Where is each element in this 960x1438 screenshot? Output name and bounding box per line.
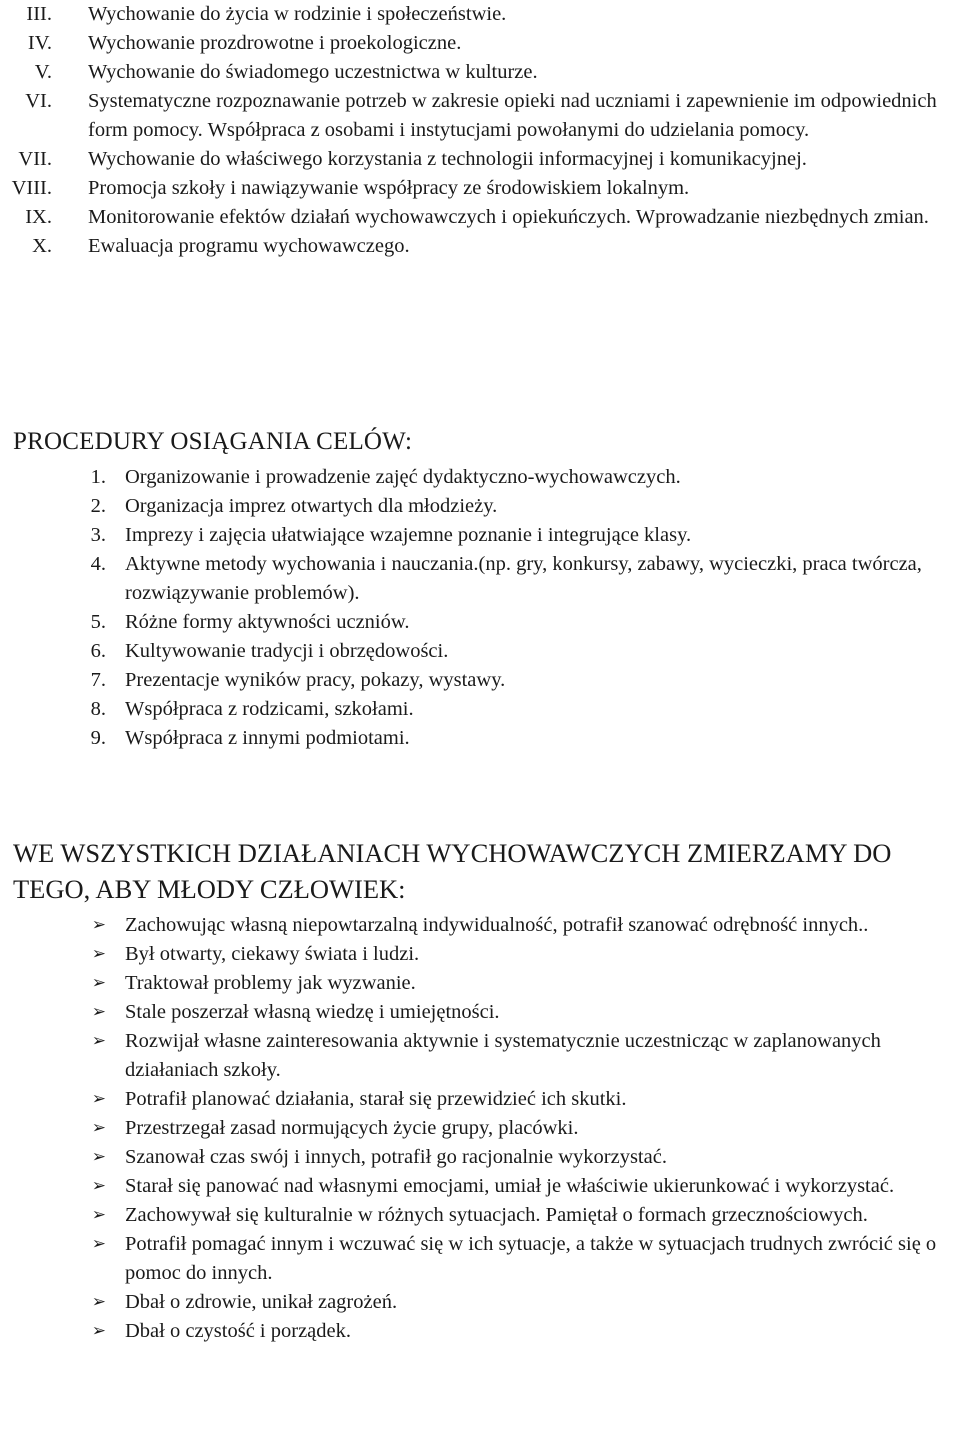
arrowhead-bullet-icon: ➢: [91, 1205, 106, 1225]
list-item: [0, 1143, 960, 1172]
list-item-text: Szanował czas swój i innych, potrafił go racjonalnie wykorzystać.: [125, 1146, 667, 1168]
list-item-text: Współpraca z innymi podmiotami.: [125, 727, 410, 749]
list-item-text: Ewaluacja programu wychowawczego.: [88, 235, 410, 257]
arrowhead-bullet-icon: ➢: [91, 1031, 106, 1051]
list-item-number: 4.: [90, 553, 106, 575]
list-item: [0, 1201, 960, 1230]
list-item: [0, 203, 960, 232]
list-item-text: Potrafił planować działania, starał się przewidzieć ich skutki.: [125, 1088, 627, 1110]
list-item: [0, 1085, 960, 1114]
list-item: [0, 1230, 960, 1288]
list-item-number: X.: [32, 235, 52, 257]
list-item: [0, 521, 960, 550]
list-item: [0, 463, 960, 492]
list-item-text: Potrafił pomagać innym i wczuwać się w ich sytuacje, a także w sytuacjach trudnych zwrócić się o pomoc do innych.: [125, 1233, 937, 1284]
list-item-number: IV.: [27, 32, 52, 54]
roman-numeral-list: [0, 0, 960, 261]
arrowhead-bullet-icon: ➢: [91, 944, 106, 964]
list-item: [0, 87, 960, 145]
list-item-text: Wychowanie do świadomego uczestnictwa w kulturze.: [88, 61, 538, 83]
list-item-text: Różne formy aktywności uczniów.: [125, 611, 410, 633]
list-item: [0, 695, 960, 724]
list-item: [0, 29, 960, 58]
procedures-heading: PROCEDURY OSIĄGANIA CELÓW:: [13, 428, 413, 455]
list-item: [0, 0, 960, 29]
arrowhead-bullet-icon: ➢: [91, 1089, 106, 1109]
list-item-text: Starał się panować nad własnymi emocjami, umiał je właściwie ukierunkować i wykorzystać.: [125, 1175, 895, 1197]
list-item-number: 1.: [90, 466, 106, 488]
arrowhead-bullet-icon: ➢: [91, 1292, 106, 1312]
list-item-number: VI.: [25, 90, 52, 112]
goals-heading: WE WSZYSTKICH DZIAŁANIACH WYCHOWAWCZYCH ZMIERZAMY DO TEGO, ABY MŁODY CZŁOWIEK:: [13, 838, 892, 904]
list-item: [0, 998, 960, 1027]
arrowhead-bullet-icon: ➢: [91, 1321, 106, 1341]
list-item: [0, 608, 960, 637]
list-item: [0, 969, 960, 998]
list-item: [0, 940, 960, 969]
arrowhead-bullet-icon: ➢: [91, 1234, 106, 1254]
list-item-text: Kultywowanie tradycji i obrzędowości.: [125, 640, 449, 662]
list-item-text: Rozwijał własne zainteresowania aktywnie i systematycznie uczestnicząc w zaplanowanych działaniach szkoły.: [125, 1030, 881, 1081]
list-item-text: Współpraca z rodzicami, szkołami.: [125, 698, 414, 720]
list-item-text: Wychowanie do życia w rodzinie i społeczeństwie.: [88, 3, 507, 25]
list-item-text: Aktywne metody wychowania i nauczania.(np. gry, konkursy, zabawy, wycieczki, praca twórcza, rozwiązywanie problemów).: [125, 553, 922, 604]
list-item-number: 7.: [90, 669, 106, 691]
list-item: [0, 492, 960, 521]
list-item-text: Organizowanie i prowadzenie zajęć dydaktyczno-wychowawczych.: [125, 466, 681, 488]
list-item-text: Monitorowanie efektów działań wychowawczych i opiekuńczych. Wprowadzanie niezbędnych zmian.: [88, 206, 929, 228]
arrowhead-bullet-icon: ➢: [91, 1118, 106, 1138]
goals-list: [0, 911, 960, 1346]
list-item-number: V.: [34, 61, 52, 83]
list-item-number: 9.: [90, 727, 106, 749]
list-item: [0, 232, 960, 261]
list-item: [0, 145, 960, 174]
list-item-text: Wychowanie do właściwego korzystania z technologii informacyjnej i komunikacyjnej.: [88, 148, 807, 170]
arrowhead-bullet-icon: ➢: [91, 1002, 106, 1022]
list-item-text: Organizacja imprez otwartych dla młodzieży.: [125, 495, 498, 517]
list-item-number: 3.: [90, 524, 106, 546]
list-item-number: 5.: [90, 611, 106, 633]
list-item-text: Systematyczne rozpoznawanie potrzeb w zakresie opieki nad uczniami i zapewnienie im odpowiednich form pomocy. Współpraca z osobami i instytucjami powołanymi do udzielania pomocy.: [88, 90, 937, 141]
list-item: [0, 550, 960, 608]
arrowhead-bullet-icon: ➢: [91, 973, 106, 993]
list-item: [0, 724, 960, 753]
list-item-text: Imprezy i zajęcia ułatwiające wzajemne poznanie i integrujące klasy.: [125, 524, 692, 546]
list-item-text: Dbał o czystość i porządek.: [125, 1320, 351, 1342]
list-item-text: Promocja szkoły i nawiązywanie współpracy ze środowiskiem lokalnym.: [88, 177, 690, 199]
arrowhead-bullet-icon: ➢: [91, 1176, 106, 1196]
list-item: [0, 637, 960, 666]
list-item: [0, 911, 960, 940]
list-item-number: VIII.: [11, 177, 52, 199]
list-item: [0, 1114, 960, 1143]
list-item-text: Przestrzegał zasad normujących życie grupy, placówki.: [125, 1117, 579, 1139]
list-item: [0, 58, 960, 87]
list-item-text: Zachowując własną niepowtarzalną indywidualność, potrafił szanować odrębność innych..: [125, 914, 869, 936]
list-item-text: Dbał o zdrowie, unikał zagrożeń.: [125, 1291, 398, 1313]
list-item: [0, 1027, 960, 1085]
list-item: [0, 174, 960, 203]
list-item: [0, 1288, 960, 1317]
list-item-number: 6.: [90, 640, 106, 662]
list-item-number: III.: [26, 3, 52, 25]
procedures-list: [0, 463, 960, 753]
arrowhead-bullet-icon: ➢: [91, 1147, 106, 1167]
list-item: [0, 1317, 960, 1346]
arrowhead-bullet-icon: ➢: [91, 915, 106, 935]
list-item-number: 8.: [90, 698, 106, 720]
list-item-text: Prezentacje wyników pracy, pokazy, wystawy.: [125, 669, 506, 691]
list-item-text: Wychowanie prozdrowotne i proekologiczne.: [88, 32, 462, 54]
list-item: [0, 666, 960, 695]
list-item-text: Stale poszerzał własną wiedzę i umiejętności.: [125, 1001, 500, 1023]
list-item-text: Traktował problemy jak wyzwanie.: [125, 972, 416, 994]
list-item: [0, 1172, 960, 1201]
list-item-number: VII.: [18, 148, 52, 170]
list-item-text: Zachowywał się kulturalnie w różnych sytuacjach. Pamiętał o formach grzecznościowych.: [125, 1204, 868, 1226]
list-item-text: Był otwarty, ciekawy świata i ludzi.: [125, 943, 420, 965]
list-item-number: 2.: [90, 495, 106, 517]
list-item-number: IX.: [25, 206, 52, 228]
